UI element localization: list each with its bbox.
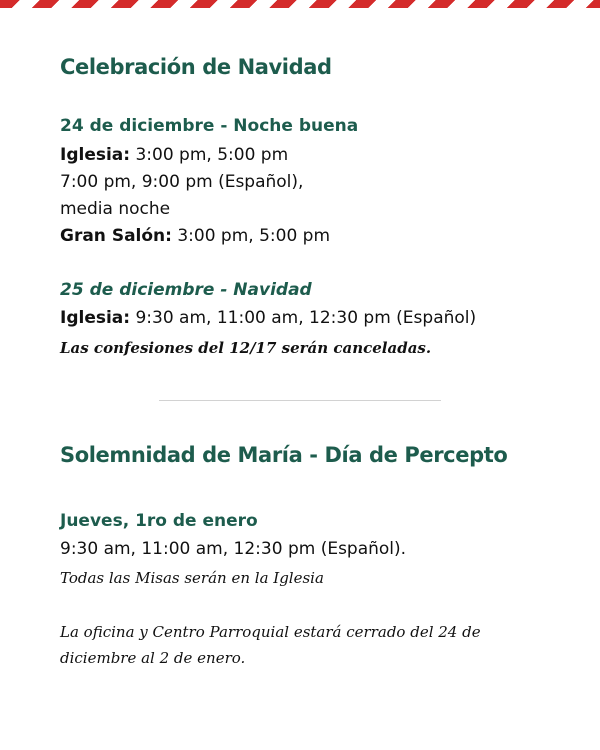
mary-title: Solemnidad de María - Día de Percepto — [60, 443, 508, 467]
hall-label: Gran Salón: — [60, 226, 172, 246]
hall-times: 3:00 pm, 5:00 pm — [171, 226, 331, 246]
christmas-eve-church-line-2: 7:00 pm, 9:00 pm (Español), — [60, 172, 304, 192]
christmas-eve-church-line-3: media noche — [60, 199, 171, 219]
church-label: Iglesia: — [60, 308, 131, 328]
candy-cane-stripe-border — [0, 0, 600, 8]
confessions-note: Las confesiones del 12/17 serán canceladas. — [60, 339, 432, 357]
church-times: 9:30 am, 11:00 am, 12:30 pm (Español) — [130, 308, 477, 328]
christmas-eve-heading: 24 de diciembre - Noche buena — [60, 116, 359, 136]
office-closed-note: La oficina y Centro Parroquial estará cerrado del 24 de diciembre al 2 de enero. — [60, 623, 481, 667]
church-label: Iglesia: — [60, 145, 131, 165]
christmas-eve-church-line — [60, 142, 288, 169]
christmas-title: Celebración de Navidad — [60, 55, 332, 79]
mary-day-heading: Jueves, 1ro de enero — [60, 511, 258, 531]
christmas-eve-hall-line — [60, 223, 330, 250]
mary-times: 9:30 am, 11:00 am, 12:30 pm (Español). — [60, 539, 407, 559]
section-divider — [159, 400, 441, 401]
church-times: 3:00 pm, 5:00 pm — [130, 145, 289, 165]
christmas-day-heading: 25 de diciembre - Navidad — [60, 280, 312, 300]
christmas-day-church-line — [60, 305, 476, 332]
mary-location-note: Todas las Misas serán en la Iglesia — [60, 569, 324, 587]
